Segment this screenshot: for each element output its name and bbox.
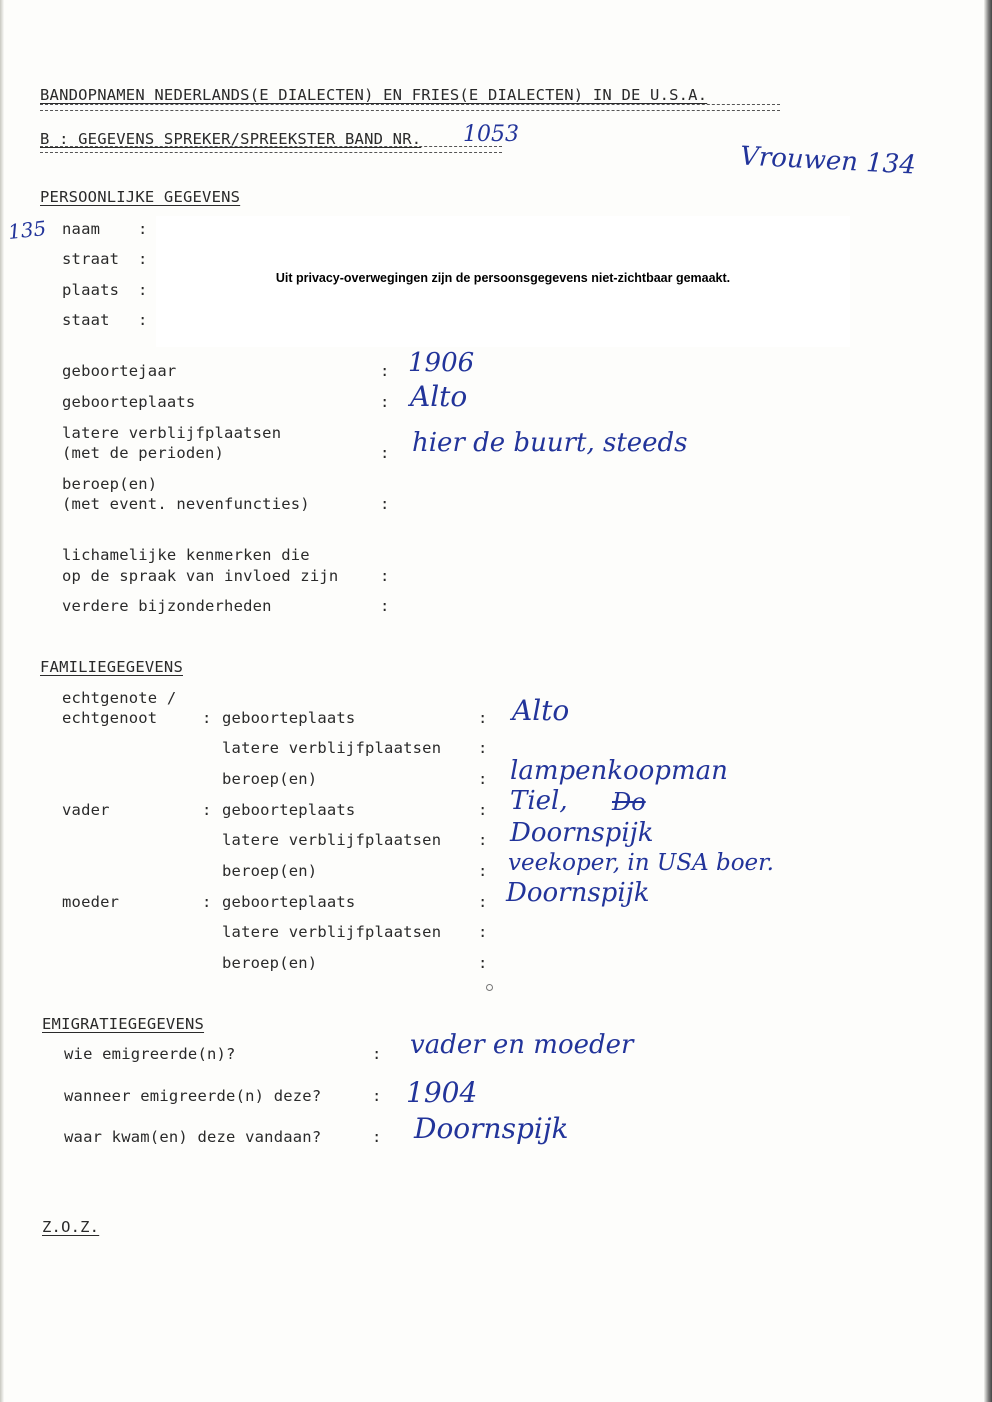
label-wie: wie emigreerde(n)? [64,1045,236,1063]
value-geboortejaar: 1906 [408,348,475,378]
label-echtgenote: echtgenote / [62,689,177,707]
colon-plaats: : [138,281,148,299]
colon-moeder: : [202,893,212,911]
value-wie: vader en moeder [410,1030,634,1060]
colon-beroep: : [380,495,390,513]
value-moeder-geboorteplaats: Doornspijk [506,878,650,908]
label-echt-geboorteplaats: geboorteplaats [222,709,356,727]
page-edge-left [0,0,4,1402]
colon-moeder-latere: : [478,923,488,941]
paper-mark [486,984,493,991]
label-geboorteplaats: geboorteplaats [62,393,196,411]
label-lichamelijk-1: lichamelijke kenmerken die [62,546,310,564]
value-echt-geboorteplaats: Alto [512,694,570,727]
colon-naam: : [138,220,148,238]
colon-waar: : [372,1128,382,1146]
page-edge-right [984,0,992,1402]
document-title: BANDOPNAMEN NEDERLANDS(E DIALECTEN) EN FRIES(E DIALECTEN) IN DE U.S.A. [40,86,708,104]
colon-vader-geboorteplaats: : [478,801,488,819]
colon-moeder-beroep: : [478,954,488,972]
label-naam: naam [62,220,101,238]
label-moeder-latere: latere verblijfplaatsen [222,923,442,941]
label-moeder-beroep: beroep(en) [222,954,318,972]
colon-vader: : [202,801,212,819]
colon-staat: : [138,311,148,329]
label-vader-beroep: beroep(en) [222,862,318,880]
colon-lichamelijk: : [380,567,390,585]
value-latere: hier de buurt, steeds [412,428,688,458]
colon-echt-geboorteplaats: : [478,709,488,727]
section-heading-familie: FAMILIEGEGEVENS [40,658,183,676]
label-vader-geboorteplaats: geboorteplaats [222,801,356,819]
colon-echt: : [202,709,212,727]
zoz-footer: Z.O.Z. [42,1218,100,1236]
label-plaats: plaats [62,281,120,299]
label-moeder: moeder [62,893,120,911]
colon-moeder-geboorteplaats: : [478,893,488,911]
privacy-redaction-box [156,216,850,347]
colon-wanneer: : [372,1087,382,1105]
colon-vader-beroep: : [478,862,488,880]
value-echt-beroep: lampenkoopman [510,756,728,786]
value-vader-latere: Doornspijk [510,818,654,848]
margin-number-handwritten: 135 [6,216,48,244]
label-echtgenoot: echtgenoot [62,709,158,727]
label-echt-beroep: beroep(en) [222,770,318,788]
title-double-rule [40,104,780,111]
document-subtitle: B : GEGEVENS SPREKER/SPREEKSTER BAND NR. [40,130,422,148]
subtitle-double-rule [40,146,502,153]
colon-vader-latere: : [478,831,488,849]
label-vader-latere: latere verblijfplaatsen [222,831,442,849]
colon-echt-beroep: : [478,770,488,788]
value-wanneer: 1904 [406,1076,478,1109]
colon-geboortejaar: : [380,362,390,380]
label-beroep-1: beroep(en) [62,475,158,493]
value-geboorteplaats: Alto [410,380,468,413]
colon-geboorteplaats: : [380,393,390,411]
band-number-handwritten: 1053 [463,122,519,147]
top-right-handwritten-note: Vrouwen 134 [739,141,917,181]
section-heading-emigratie: EMIGRATIEGEGEVENS [42,1015,205,1033]
label-lichamelijk-2: op de spraak van invloed zijn [62,567,339,585]
label-echt-latere: latere verblijfplaatsen [222,739,442,757]
privacy-notice: Uit privacy-overwegingen zijn de persoonsgegevens niet-zichtbaar gemaakt. [275,270,731,285]
label-latere-1: latere verblijfplaatsen [62,424,282,442]
label-beroep-2: (met event. nevenfuncties) [62,495,310,513]
colon-verdere: : [380,597,390,615]
label-waar: waar kwam(en) deze vandaan? [64,1128,322,1146]
colon-latere: : [380,444,390,462]
label-vader: vader [62,801,110,819]
section-heading-persoonlijk: PERSOONLIJKE GEGEVENS [40,188,241,206]
label-verdere: verdere bijzonderheden [62,597,272,615]
value-vader-geboorteplaats: Tiel, [510,786,568,816]
value-vader-beroep: veekoper, in USA boer. [508,850,774,876]
colon-straat: : [138,250,148,268]
colon-echt-latere: : [478,739,488,757]
value-vader-geboorteplaats-struck: Do [612,788,646,816]
value-waar: Doornspijk [414,1112,569,1145]
label-geboortejaar: geboortejaar [62,362,177,380]
label-wanneer: wanneer emigreerde(n) deze? [64,1087,322,1105]
label-staat: staat [62,311,110,329]
label-latere-2: (met de perioden) [62,444,225,462]
label-straat: straat [62,250,120,268]
colon-wie: : [372,1045,382,1063]
label-moeder-geboorteplaats: geboorteplaats [222,893,356,911]
